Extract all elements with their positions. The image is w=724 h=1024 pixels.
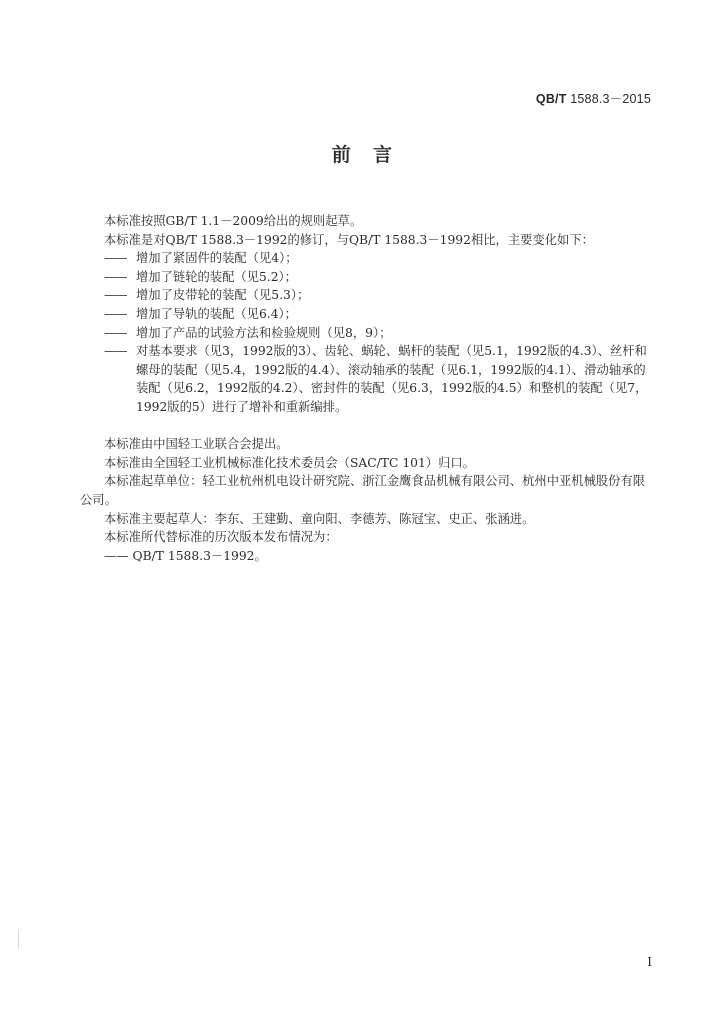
scan-edge-mark [18,930,19,948]
change-dash: —— [104,288,127,303]
change-item-6 [80,342,652,416]
change-dash: —— [104,344,127,359]
history-intro-line: 本标准所代替标准的历次版本发布情况为： [104,530,338,545]
change-item-1 [80,249,652,268]
page-title [0,140,724,167]
document-body [80,212,652,565]
change-text: 增加了产品的试验方法和检验规则（见8，9）； [136,325,392,340]
change-item-2 [80,268,652,287]
paragraph-spacer [80,417,652,436]
change-text: 增加了紧固件的装配（见4）； [136,251,298,266]
drafting-units-line: 本标准起草单位：轻工业杭州机电设计研究院、浙江金鹰食品机械有限公司、杭州中亚机械股份有限公司。 [80,474,646,507]
change-text: 增加了链轮的装配（见5.2）； [136,269,297,284]
change-dash: —— [104,269,127,284]
change-text: 增加了皮带轮的装配（见5.3）； [136,288,310,303]
change-dash: —— [104,325,127,340]
title-char-1: 前 [331,144,351,166]
title-char-2: 言 [373,144,393,166]
change-item-5 [80,324,652,343]
change-text: 对基本要求（见3，1992版的3）、齿轮、蜗轮、蜗杆的装配（见5.1，1992版的4.3）、丝杆和螺母的装配（见5.4，1992版的4.4）、滚动轴承的装配（见6.1，1992版的4.1）、滑动轴承的装配（见6.2，1992版的4.2）、密封件的装配（见6.3，1992版的4.5）和整机的装配（见7，1992版的5）进行了增补和重新编排。 [136,344,648,414]
change-item-3 [80,286,652,305]
intro-line-2: 本标准是对QB/T 1588.3－1992的修订，与QB/T 1588.3－1992相比，主要变化如下： [104,232,594,247]
history-item: —— QB/T 1588.3－1992。 [104,548,267,563]
drafters-line: 本标准主要起草人：李东、王建勤、童向阳、李德芳、陈冠宝、史正、张涵进。 [104,511,535,526]
page-number: I [647,955,652,969]
change-item-4 [80,305,652,324]
standard-code-number: 1588.3－2015 [566,92,651,106]
proposer-line: 本标准由中国轻工业联合会提出。 [104,437,289,452]
change-dash: —— [104,306,127,321]
intro-line-1: 本标准按照GB/T 1.1－2009给出的规则起草。 [104,214,363,228]
standard-code-prefix: QB/T [535,92,567,106]
committee-line: 本标准由全国轻工业机械标准化技术委员会（SAC/TC 101）归口。 [104,455,475,470]
standard-code-header [536,89,651,107]
change-dash: —— [104,251,127,266]
change-text: 增加了导轨的装配（见6.4）； [136,306,297,321]
